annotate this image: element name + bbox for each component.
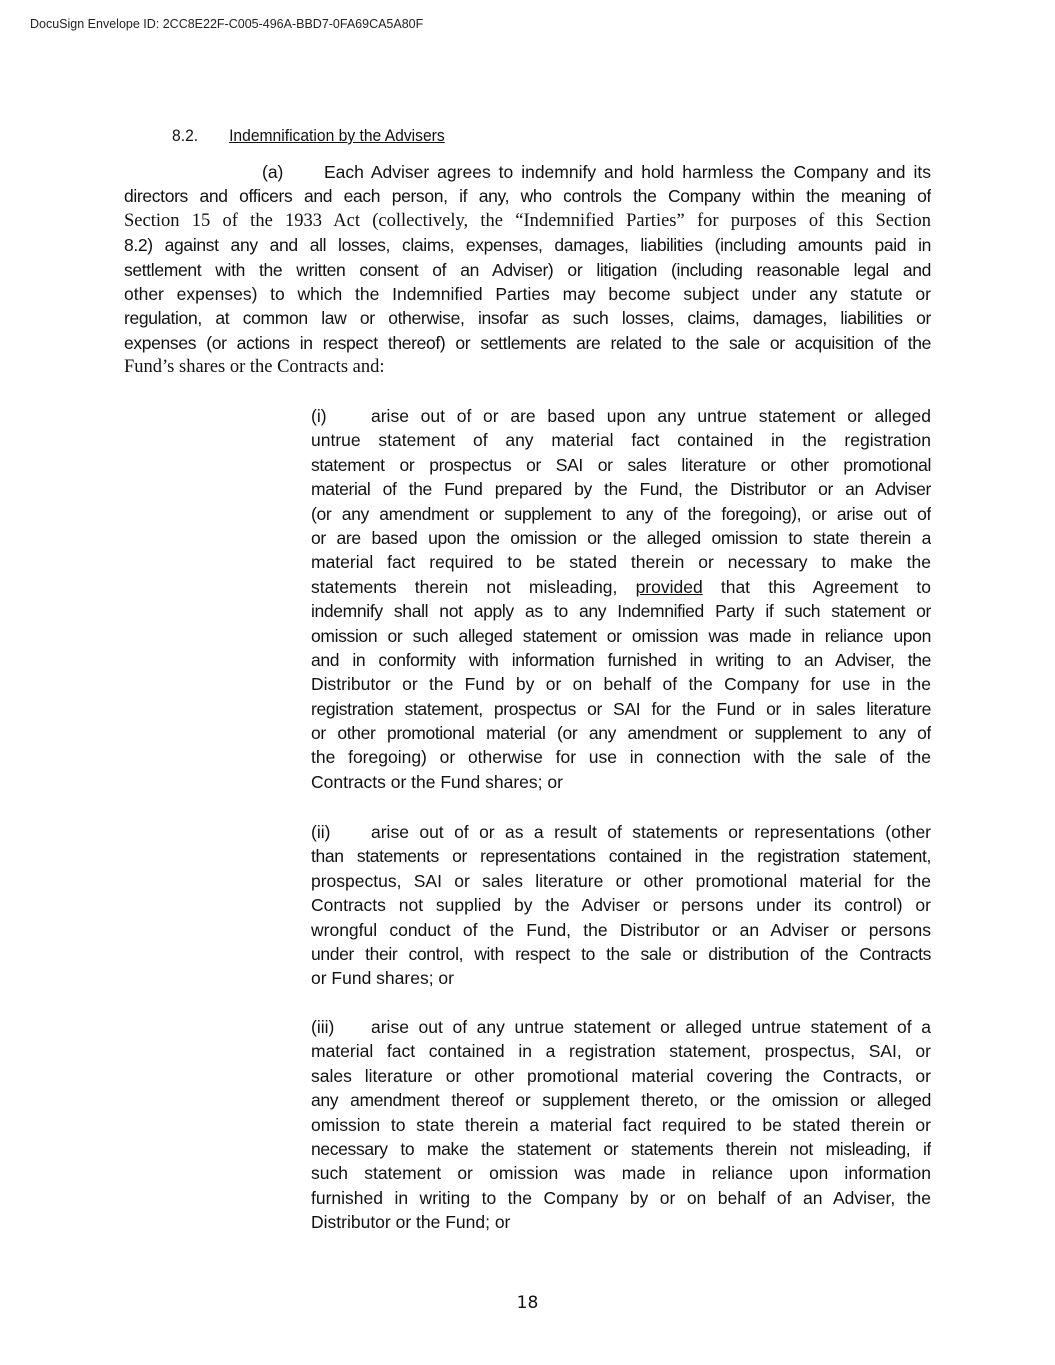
clause-label: (ii) <box>311 822 331 842</box>
section-title: Indemnification by the Advisers <box>229 126 445 145</box>
clause-line: the foregoing) or otherwise for use in connection with the sale of the <box>311 747 931 768</box>
clause-line: omission to state therein a material fact required to be stated therein or <box>311 1114 931 1135</box>
paragraph-label: (a) <box>262 162 284 182</box>
clause-line: sales literature or other promotional material covering the Contracts, or <box>311 1065 931 1086</box>
clause-line: indemnify shall not apply as to any Indemnified Party if such statement or <box>311 601 931 622</box>
clause-line: Contracts or the Fund shares; or <box>311 771 563 792</box>
section-number: 8.2. <box>172 126 199 145</box>
clause-line: furnished in writing to the Company by or on behalf of an Adviser, the <box>311 1187 931 1208</box>
clause-line: registration statement, prospectus or SAI for the Fund or in sales literature <box>311 698 931 719</box>
paragraph-line: other expenses) to which the Indemnified Parties may become subject under any statute or <box>124 283 931 304</box>
clause-line: statement or prospectus or SAI or sales literature or other promotional <box>311 454 931 475</box>
clause-line: Distributor or the Fund by or on behalf of the Company for use in the <box>311 674 931 695</box>
paragraph-line: settlement with the written consent of an Adviser) or litigation (including reasonable legal and <box>124 259 931 280</box>
clause-label: (i) <box>311 406 327 426</box>
clause-line: prospectus, SAI or sales literature or other promotional material for the <box>311 870 931 891</box>
clause-line: (or any amendment or supplement to any of the foregoing), or arise out of <box>311 503 931 524</box>
clause-iii <box>311 1015 931 1235</box>
clause-line: any amendment thereof or supplement thereto, or the omission or alleged <box>311 1090 931 1111</box>
clause-line: or Fund shares; or <box>311 968 454 989</box>
clause-line: Distributor or the Fund; or <box>311 1212 511 1233</box>
paragraph-line: expenses (or actions in respect thereof) or settlements are related to the sale or acquisition of the <box>124 332 931 353</box>
clause-line: Contracts not supplied by the Adviser or persons under its control) or <box>311 895 931 916</box>
clause-line: or are based upon the omission or the alleged omission to state therein a <box>311 527 931 548</box>
clause-line: material fact contained in a registration statement, prospectus, SAI, or <box>311 1041 931 1062</box>
clause-line: omission or such alleged statement or omission was made in reliance upon <box>311 625 931 646</box>
docusign-envelope-id: DocuSign Envelope ID: 2CC8E22F-C005-496A-BBD7-0FA69CA5A80F <box>30 17 424 31</box>
clause-line: (i) arise out of or are based upon any untrue statement or alleged <box>311 404 931 428</box>
paragraph-line: Fund’s shares or the Contracts and: <box>124 357 385 378</box>
paragraph-line: directors and officers and each person, if any, who controls the Company within the meaning of <box>124 186 931 207</box>
clause-i <box>311 404 931 794</box>
clause-line: necessary to make the statement or statements therein not misleading, if <box>311 1138 931 1159</box>
page-number: 18 <box>516 1293 539 1313</box>
clause-line: statements therein not misleading, provided that this Agreement to <box>311 576 931 597</box>
clause-line: material of the Fund prepared by the Fund, the Distributor or an Adviser <box>311 479 931 500</box>
paragraph-a <box>124 160 931 380</box>
clause-line: (ii) arise out of or as a result of statements or representations (other <box>311 820 931 844</box>
clause-line: or other promotional material (or any amendment or supplement to any of <box>311 723 931 744</box>
clause-line: than statements or representations contained in the registration statement, <box>311 846 931 867</box>
paragraph-line: (a) Each Adviser agrees to indemnify and hold harmless the Company and its <box>124 160 931 184</box>
clause-ii <box>311 820 931 991</box>
clause-line: and in conformity with information furnished in writing to an Adviser, the <box>311 649 931 670</box>
clause-line: such statement or omission was made in reliance upon information <box>311 1163 931 1184</box>
clause-line: material fact required to be stated therein or necessary to make the <box>311 552 931 573</box>
paragraph-line: regulation, at common law or otherwise, insofar as such losses, claims, damages, liabilities or <box>124 308 931 329</box>
paragraph-line: Section 15 of the 1933 Act (collectively, the “Indemnified Parties” for purposes of this Section <box>124 210 931 231</box>
paragraph-line: 8.2) against any and all losses, claims, expenses, damages, liabilities (including amounts paid in <box>124 235 931 256</box>
clause-line: wrongful conduct of the Fund, the Distributor or an Adviser or persons <box>311 919 931 940</box>
clause-line: untrue statement of any material fact contained in the registration <box>311 430 931 451</box>
clause-line: under their control, with respect to the sale or distribution of the Contracts <box>311 943 931 964</box>
clause-line: (iii) arise out of any untrue statement or alleged untrue statement of a <box>311 1015 931 1039</box>
provided-term: provided <box>635 576 703 597</box>
clause-label: (iii) <box>311 1017 335 1037</box>
